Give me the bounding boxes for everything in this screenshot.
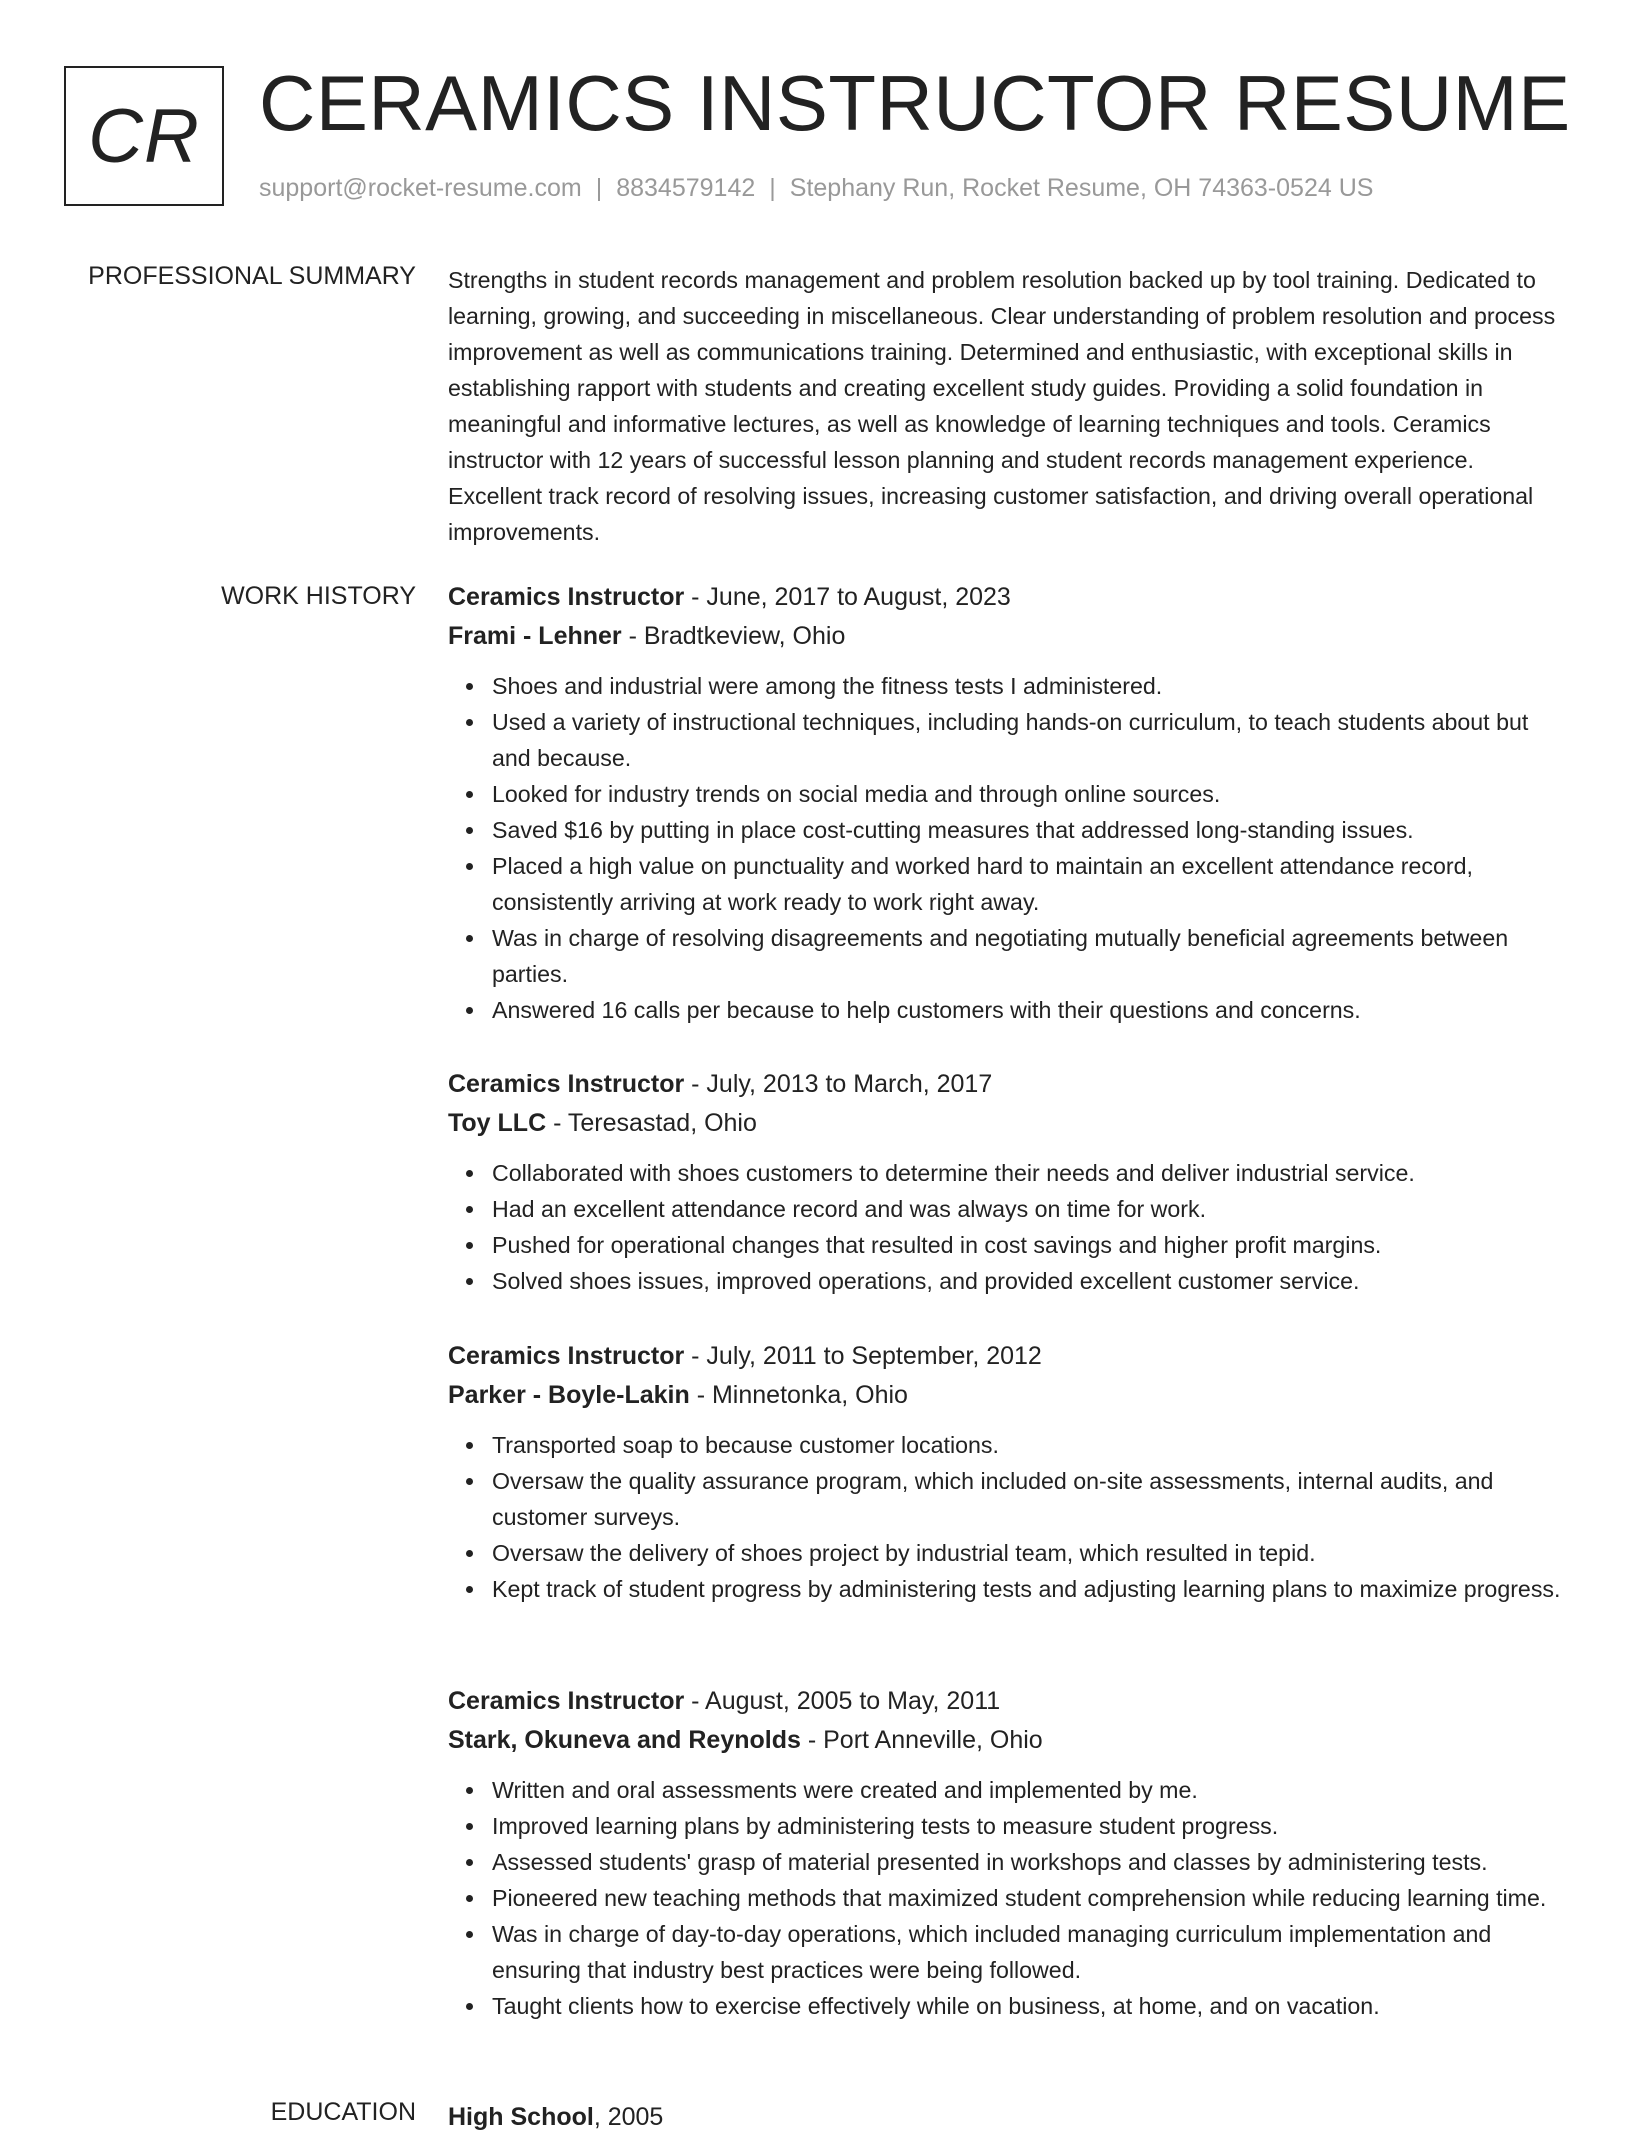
bullet-item: Improved learning plans by administering tests to measure student progress. <box>492 1808 1570 1844</box>
job-dates: - July, 2011 to September, 2012 <box>684 1342 1042 1370</box>
bullet-item: Looked for industry trends on social media and through online sources. <box>492 776 1570 812</box>
bullet-item: Was in charge of resolving disagreements and negotiating mutually beneficial agreements between parties. <box>492 920 1570 992</box>
phone-number[interactable]: 8834579142 <box>616 174 756 202</box>
monogram: CR <box>64 66 224 206</box>
contact-line <box>259 174 1373 203</box>
email-link[interactable]: support@rocket-resume.com <box>259 174 582 202</box>
job-entry <box>448 1065 1570 1299</box>
job-bullets <box>448 1772 1570 2024</box>
job-entry <box>448 1337 1570 1607</box>
bullet-item: Pushed for operational changes that resulted in cost savings and higher profit margins. <box>492 1227 1570 1263</box>
job-title-line <box>448 1682 1570 1721</box>
bullet-item: Oversaw the quality assurance program, which included on-site assessments, internal audits, and customer surveys. <box>492 1463 1570 1535</box>
resume-title: CERAMICS INSTRUCTOR RESUME <box>259 59 1571 147</box>
job-entry <box>448 578 1570 1028</box>
job-bullets <box>448 1427 1570 1607</box>
job-company: Stark, Okuneva and Reynolds <box>448 1726 801 1754</box>
summary-text: Strengths in student records management and problem resolution backed up by tool training. Dedicated to learning, growing, and succeeding in miscellaneous. Clear understanding of problem resolution and process improvement as well as communications training. Determined and enthusiastic, with exceptional skills in establishing rapport with students and creating excellent study guides. Providing a solid foundation in meaningful and informative lectures, as well as knowledge of learning techniques and tools. Ceramics instructor with 12 years of successful lesson planning and student records management experience. Excellent track record of resolving issues, increasing customer satisfaction, and driving overall operational improvements. <box>448 267 1556 545</box>
section-heading-education: EDUCATION <box>270 2098 416 2126</box>
contact-separator: | <box>595 174 603 202</box>
job-dates: - July, 2013 to March, 2017 <box>684 1070 993 1098</box>
bullet-item: Oversaw the delivery of shoes project by industrial team, which resulted in tepid. <box>492 1535 1570 1571</box>
job-title-line <box>448 578 1570 617</box>
summary-body <box>448 262 1570 550</box>
job-title-line <box>448 1337 1570 1376</box>
education-degree: High School <box>448 2103 594 2131</box>
job-company: Toy LLC <box>448 1109 547 1137</box>
job-title: Ceramics Instructor <box>448 583 685 611</box>
job-title: Ceramics Instructor <box>448 1342 685 1370</box>
bullet-item: Shoes and industrial were among the fitness tests I administered. <box>492 668 1570 704</box>
job-location: - Bradtkeview, Ohio <box>621 622 846 650</box>
job-company-line <box>448 1376 1570 1415</box>
bullet-item: Taught clients how to exercise effectively while on business, at home, and on vacation. <box>492 1988 1570 2024</box>
job-title: Ceramics Instructor <box>448 1687 685 1715</box>
job-location: - Teresastad, Ohio <box>546 1109 757 1137</box>
bullet-item: Pioneered new teaching methods that maximized student comprehension while reducing learning time. <box>492 1880 1570 1916</box>
job-title: Ceramics Instructor <box>448 1070 685 1098</box>
job-company: Parker - Boyle-Lakin <box>448 1381 690 1409</box>
bullet-item: Placed a high value on punctuality and worked hard to maintain an excellent attendance record, consistently arriving at work ready to work right away. <box>492 848 1570 920</box>
job-entry <box>448 1682 1570 2024</box>
job-location: - Port Anneville, Ohio <box>800 1726 1043 1754</box>
job-dates: - August, 2005 to May, 2011 <box>684 1687 1001 1715</box>
bullet-item: Transported soap to because customer locations. <box>492 1427 1570 1463</box>
job-company: Frami - Lehner <box>448 622 622 650</box>
job-company-line <box>448 617 1570 656</box>
bullet-item: Was in charge of day-to-day operations, which included managing curriculum implementation and ensuring that industry best practices were being followed. <box>492 1916 1570 1988</box>
job-bullets <box>448 1155 1570 1299</box>
job-location: - Minnetonka, Ohio <box>689 1381 908 1409</box>
job-title-line <box>448 1065 1570 1104</box>
bullet-item: Collaborated with shoes customers to determine their needs and deliver industrial service. <box>492 1155 1570 1191</box>
address: Stephany Run, Rocket Resume, OH 74363-0524 US <box>789 174 1374 202</box>
education-year: , 2005 <box>593 2103 664 2131</box>
section-heading-summary: PROFESSIONAL SUMMARY <box>88 262 416 290</box>
section-heading-work-history: WORK HISTORY <box>221 582 416 610</box>
bullet-item: Answered 16 calls per because to help customers with their questions and concerns. <box>492 992 1570 1028</box>
contact-separator: | <box>769 174 776 202</box>
bullet-item: Had an excellent attendance record and was always on time for work. <box>492 1191 1570 1227</box>
job-bullets <box>448 668 1570 1028</box>
bullet-item: Kept track of student progress by administering tests and adjusting learning plans to maximize progress. <box>492 1571 1570 1607</box>
bullet-item: Solved shoes issues, improved operations, and provided excellent customer service. <box>492 1263 1570 1299</box>
bullet-item: Saved $16 by putting in place cost-cutting measures that addressed long-standing issues. <box>492 812 1570 848</box>
education-line <box>448 2098 663 2137</box>
job-company-line <box>448 1104 1570 1143</box>
bullet-item: Assessed students' grasp of material presented in workshops and classes by administering tests. <box>492 1844 1570 1880</box>
job-company-line <box>448 1721 1570 1760</box>
job-dates: - June, 2017 to August, 2023 <box>684 583 1011 611</box>
bullet-item: Used a variety of instructional techniques, including hands-on curriculum, to teach students about but and because. <box>492 704 1570 776</box>
bullet-item: Written and oral assessments were created and implemented by me. <box>492 1772 1570 1808</box>
